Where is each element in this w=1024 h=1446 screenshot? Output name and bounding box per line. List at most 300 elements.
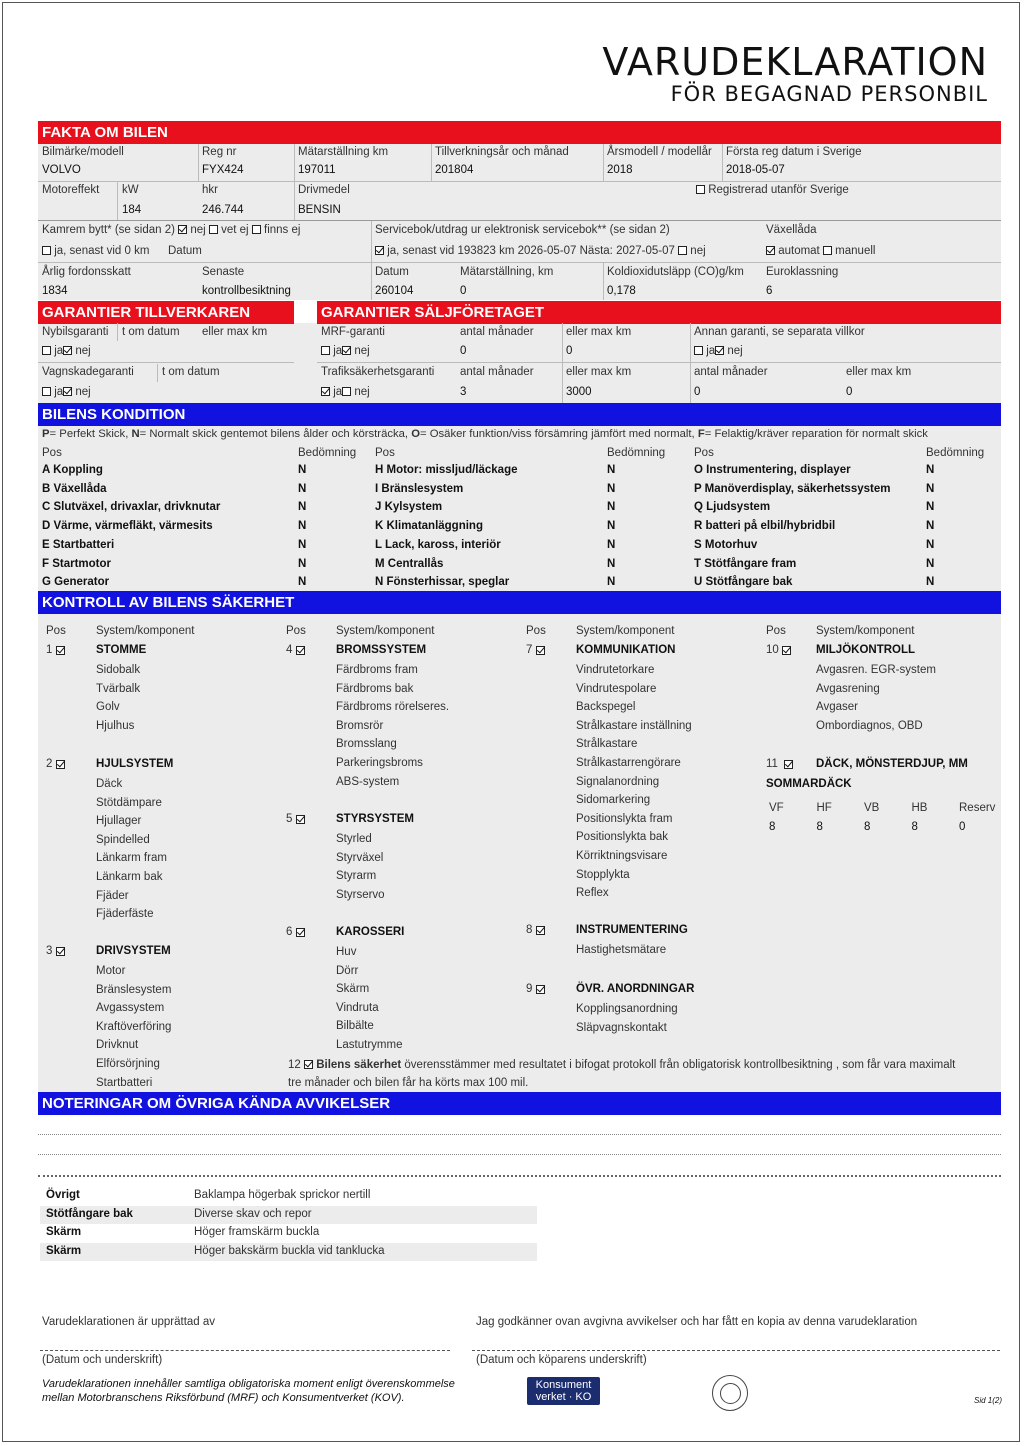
- kamrem-row: [42, 224, 300, 236]
- group-title: STOMME: [96, 644, 147, 656]
- checkbox-checked[interactable]: [536, 985, 545, 994]
- kondition-item-value: N: [298, 482, 307, 495]
- label-ja: ja: [706, 345, 716, 357]
- component-item: Stötdämpare: [96, 796, 162, 809]
- section-header-noteringar: NOTERINGAR OM ÖVRIGA KÄNDA AVVIKELSER: [38, 1092, 1001, 1115]
- kondition-item-label: N Fönsterhissar, speglar: [375, 576, 510, 589]
- label-tillverkningsar: Tillverkningsår och månad: [435, 146, 569, 158]
- value-trafik-antal: 3: [460, 386, 467, 398]
- label-koldioxid: Koldioxidutsläpp (CO)g/km: [607, 266, 744, 278]
- label-kw: kW: [122, 184, 139, 196]
- checkbox-checked[interactable]: [536, 926, 545, 935]
- dotted-line: [38, 1154, 1001, 1155]
- group-title: KOMMUNIKATION: [576, 644, 676, 656]
- checkbox-checked[interactable]: [342, 346, 351, 355]
- kondition-item-value: N: [926, 482, 935, 495]
- footer-note-line1: Varudeklarationen innehåller samtliga obligatoriska moment enligt överenskommelse: [42, 1378, 455, 1390]
- label-eller-max-km: eller max km: [566, 326, 632, 338]
- kondition-item-label: H Motor: missljud/läckage: [375, 464, 518, 476]
- label-ja-senast: ja, senast vid 0 km: [54, 245, 150, 257]
- tyre-column-header: HB: [911, 802, 928, 814]
- label-euroklassning: Euroklassning: [766, 266, 839, 278]
- label-motoreffekt: Motoreffekt: [42, 184, 100, 196]
- component-item: Styrservo: [336, 888, 385, 901]
- kondition-item-label: T Stötfångare fram: [694, 557, 797, 570]
- note-key: Skärm: [46, 1226, 82, 1238]
- component-item: Golv: [96, 701, 120, 714]
- component-item: Avgaser: [816, 701, 858, 714]
- checkbox-checked[interactable]: [296, 646, 305, 655]
- label-system-komponent: System/komponent: [576, 625, 675, 637]
- checkbox-unchecked[interactable]: [342, 387, 351, 396]
- component-item: Positionslykta fram: [576, 812, 673, 825]
- checkbox-checked[interactable]: [782, 646, 791, 655]
- component-item: Lastutrymme: [336, 1039, 403, 1051]
- label-pos: Pos: [46, 625, 66, 637]
- kondition-item-value: N: [298, 538, 307, 551]
- checkbox-unchecked[interactable]: [694, 346, 703, 355]
- kondition-item-value: N: [926, 464, 935, 476]
- value-servicebok: ja, senast vid 193823 km 2026-05-07 Nästa: 2027-05-07: [387, 245, 675, 257]
- component-item: Länkarm bak: [96, 871, 163, 883]
- checkbox-unchecked[interactable]: [678, 246, 687, 255]
- checkbox-checked[interactable]: [715, 346, 724, 355]
- divider: [157, 364, 158, 382]
- component-item: Körriktningsvisare: [576, 850, 668, 862]
- pos-number: 5: [286, 813, 293, 825]
- tyre-column-header: HF: [816, 802, 832, 814]
- label-bedomning: Bedömning: [298, 447, 357, 459]
- label-matarstallning: Mätarställning km: [298, 146, 389, 158]
- label-pos: Pos: [42, 447, 62, 459]
- note-key: Övrigt: [46, 1189, 80, 1201]
- kondition-item-value: N: [298, 520, 307, 533]
- value-forsta-reg: 2018-05-07: [726, 164, 785, 176]
- label-antal-manader: antal månader: [460, 326, 534, 338]
- value-koldioxid: 0,178: [607, 285, 636, 297]
- divider: [690, 323, 691, 403]
- group-title: HJULSYSTEM: [96, 758, 174, 770]
- component-item: Hjullager: [96, 815, 142, 828]
- group-title: ÖVR. ANORDNINGAR: [576, 983, 695, 995]
- checkbox-checked[interactable]: [536, 646, 545, 655]
- label-arsmodell: Årsmodell / modellår: [607, 146, 712, 158]
- note-key: Stötfångare bak: [46, 1207, 133, 1220]
- value-bilmarke: VOLVO: [42, 164, 81, 176]
- kondition-item-value: N: [607, 464, 616, 476]
- label-system-komponent: System/komponent: [816, 625, 915, 637]
- component-item: Avgasren. EGR-system: [816, 664, 936, 676]
- component-item: Bränslesystem: [96, 983, 172, 996]
- label-pos: Pos: [375, 447, 395, 459]
- kondition-item-label: I Bränslesystem: [375, 482, 464, 495]
- component-item: Avgassystem: [96, 1002, 165, 1015]
- tyre-tread-value: 8: [911, 821, 918, 833]
- label-nej: nej: [190, 224, 206, 236]
- kondition-item-value: N: [298, 464, 307, 476]
- checkbox-checked[interactable]: [63, 387, 72, 396]
- pos-number: 9: [526, 983, 533, 995]
- component-item: Strålkastare: [576, 738, 638, 751]
- component-item: Spindelled: [96, 833, 150, 846]
- component-item: Färdbroms fram: [336, 664, 418, 676]
- kondition-item-value: N: [607, 520, 616, 533]
- component-item: Dörr: [336, 964, 359, 977]
- label-automat: automat: [778, 245, 820, 257]
- component-item: Skärm: [336, 983, 370, 996]
- kondition-item-label: S Motorhuv: [694, 538, 758, 551]
- label-nej: nej: [75, 386, 91, 398]
- value-mrf-km: 0: [566, 345, 573, 357]
- kondition-legend: [42, 428, 928, 440]
- value-matarstallning-besiktning: 0: [460, 285, 467, 297]
- checkbox-checked[interactable]: [296, 928, 305, 937]
- section-header-garantier-saljforetaget: GARANTIER SÄLJFÖRETAGET: [317, 301, 1001, 324]
- label-antal-manader: antal månader: [460, 366, 534, 378]
- signature-line[interactable]: [40, 1350, 450, 1351]
- component-item: Avgasrening: [816, 682, 880, 695]
- group-title: BROMSSYSTEM: [336, 644, 427, 656]
- checkbox-unchecked[interactable]: [42, 346, 51, 355]
- label-matarstallning-besiktning: Mätarställning, km: [460, 266, 554, 278]
- component-item: Färdbroms bak: [336, 682, 414, 695]
- kamrem-senast-row: [42, 245, 149, 257]
- value-kw: 184: [122, 204, 142, 216]
- kondition-item-value: N: [298, 576, 307, 589]
- legend-key: P: [42, 428, 50, 440]
- kondition-item-value: N: [926, 520, 935, 533]
- pos-number: 1: [46, 644, 53, 656]
- value-matarstallning: 197011: [298, 164, 336, 176]
- tyre-tread-value: 0: [959, 821, 966, 833]
- component-item: Signalanordning: [576, 775, 660, 788]
- component-item: ABS-system: [336, 775, 400, 788]
- bilens-sakerhet-text: överensstämmer med resultatet i bifogat protokoll från obligatorisk kontrollbesiktning , som får vara maximalt: [401, 1059, 956, 1071]
- component-item: Kraftöverföring: [96, 1020, 172, 1033]
- component-item: Släpvagnskontakt: [576, 1021, 667, 1034]
- registrerad-utanfor-label: Registrerad utanför Sverige: [708, 184, 849, 196]
- divider: [431, 144, 432, 181]
- legend-text: = Felaktig/kräver reparation för normalt skick: [704, 428, 928, 440]
- tyre-column-header: Reserv: [959, 802, 996, 814]
- konsumentverket-logo: [527, 1377, 600, 1405]
- kondition-item-label: K Klimatanläggning: [375, 520, 483, 533]
- label-bedomning: Bedömning: [607, 447, 666, 459]
- label-datum: Datum: [168, 245, 202, 257]
- pos-number: 12: [288, 1059, 301, 1071]
- legend-text: = Normalt skick gentemot bilens ålder och körsträcka,: [139, 428, 412, 440]
- trafik-options: [321, 386, 370, 398]
- kondition-item-label: M Centrallås: [375, 557, 444, 570]
- label-mrf-garanti: MRF-garanti: [321, 326, 385, 338]
- divider: [38, 220, 1001, 221]
- divider: [603, 263, 604, 300]
- label-hkr: hkr: [202, 184, 218, 196]
- checkbox-checked[interactable]: [178, 225, 187, 234]
- label-nej: nej: [690, 245, 706, 257]
- label-senaste: Senaste: [202, 266, 245, 278]
- group-title: DÄCK, MÖNSTERDJUP, MM: [816, 758, 968, 770]
- value-regnr: FYX424: [202, 164, 244, 176]
- note-value: Diverse skav och repor: [194, 1207, 312, 1220]
- label-bilmarke: Bilmärke/modell: [42, 146, 124, 158]
- kondition-item-label: G Generator: [42, 576, 110, 589]
- value-arsmodell: 2018: [607, 164, 633, 176]
- label-pos: Pos: [526, 625, 546, 637]
- component-item: Tvärbalk: [96, 682, 141, 695]
- component-item: Hastighetsmätare: [576, 944, 667, 956]
- label-vaxellada: Växellåda: [766, 224, 817, 236]
- kondition-item-label: B Växellåda: [42, 482, 107, 495]
- divider: [38, 362, 294, 363]
- kondition-item-label: L Lack, kaross, interiör: [375, 538, 501, 551]
- label-nej: nej: [354, 386, 370, 398]
- label-drivmedel: Drivmedel: [298, 184, 350, 196]
- checkbox-checked[interactable]: [296, 815, 305, 824]
- checkbox-unchecked[interactable]: [696, 185, 705, 194]
- label-nej: nej: [75, 345, 91, 357]
- checkbox-checked[interactable]: [63, 346, 72, 355]
- kondition-item-value: N: [607, 482, 616, 495]
- label-system-komponent: System/komponent: [336, 625, 435, 637]
- nybilsgaranti-options: [42, 345, 91, 357]
- component-item: Fjäder: [96, 889, 129, 902]
- label-eller-max-km: eller max km: [566, 366, 632, 378]
- mrf-options: [321, 345, 370, 357]
- label-regnr: Reg nr: [202, 146, 237, 158]
- component-item: Däck: [96, 778, 123, 790]
- bilens-sakerhet-text2: tre månader och bilen får ha körts max 100 mil.: [288, 1077, 529, 1089]
- note-key: Skärm: [46, 1244, 82, 1257]
- kondition-item-label: J Kylsystem: [375, 501, 443, 514]
- note-value: Baklampa högerbak sprickor nertill: [194, 1189, 371, 1201]
- note-value: Höger framskärm buckla: [194, 1226, 320, 1238]
- label-vagnskadegaranti: Vagnskadegaranti: [42, 366, 134, 378]
- kondition-item-label: E Startbatteri: [42, 538, 115, 551]
- component-item: Kopplingsanordning: [576, 1003, 678, 1015]
- component-item: Vindrutespolare: [576, 682, 657, 695]
- component-item: Sidobalk: [96, 664, 141, 676]
- pos-number: 7: [526, 644, 533, 656]
- kondition-item-value: N: [607, 501, 616, 514]
- checkbox-checked[interactable]: [321, 387, 330, 396]
- group-subtitle: SOMMARDÄCK: [766, 778, 852, 790]
- value-drivmedel: BENSIN: [298, 204, 341, 216]
- group-title: MILJÖKONTROLL: [816, 644, 916, 656]
- component-item: Huv: [336, 946, 357, 958]
- label-pos: Pos: [766, 625, 786, 637]
- section-header-kontroll: KONTROLL AV BILENS SÄKERHET: [38, 591, 1001, 614]
- component-item: Bromsrör: [336, 719, 384, 732]
- tyre-tread-value: 8: [864, 821, 871, 833]
- footer-note-line2: mellan Motorbranschens Riksförbund (MRF) och Konsumentverket (KOV).: [42, 1392, 405, 1404]
- value-fordonsskatt: 1834: [42, 285, 68, 297]
- component-item: Strålkastarrengörare: [576, 757, 681, 769]
- divider: [371, 221, 372, 300]
- section-header-kondition: BILENS KONDITION: [38, 403, 1001, 426]
- label-pos: Pos: [286, 625, 306, 637]
- checkbox-unchecked[interactable]: [823, 246, 832, 255]
- label-nej: nej: [727, 345, 743, 357]
- logo-text: Konsument: [535, 1379, 592, 1391]
- label-nybilsgaranti: Nybilsgaranti: [42, 326, 109, 338]
- section-header-garantier-tillverkaren: GARANTIER TILLVERKAREN: [38, 301, 294, 324]
- document-title: VARUDEKLARATION: [602, 40, 988, 84]
- legend-key: N: [131, 428, 140, 440]
- checkbox-checked[interactable]: [304, 1060, 313, 1069]
- label-ja: ja: [333, 345, 343, 357]
- label-trafiksakerhetsgaranti: Trafiksäkerhetsgaranti: [321, 366, 435, 378]
- divider: [117, 323, 118, 341]
- vaxellada-row: [766, 245, 875, 257]
- component-item: Strålkastare inställning: [576, 719, 692, 732]
- pos-number: 10: [766, 644, 779, 656]
- value-mrf-antal: 0: [460, 345, 467, 357]
- signature-label-right: (Datum och köparens underskrift): [476, 1354, 647, 1366]
- component-item: Bilbälte: [336, 1020, 374, 1033]
- pos-number: 2: [46, 758, 53, 770]
- divider: [38, 181, 1001, 182]
- component-item: Vindruta: [336, 1001, 379, 1014]
- kondition-item-label: D Värme, värmefläkt, värmesits: [42, 520, 213, 533]
- label-tom-datum: t om datum: [122, 326, 180, 338]
- label-tom-datum: t om datum: [162, 366, 220, 378]
- checkbox-unchecked[interactable]: [252, 225, 261, 234]
- pos-number: 8: [526, 924, 533, 936]
- component-item: Hjulhus: [96, 719, 135, 732]
- label-annan-garanti: Annan garanti, se separata villkor: [694, 326, 865, 338]
- dotted-line: [38, 1134, 1001, 1135]
- label-ja: ja: [54, 345, 64, 357]
- value-annan-km: 0: [846, 386, 853, 398]
- value-annan-antal: 0: [694, 386, 701, 398]
- divider: [603, 144, 604, 181]
- component-item: Stopplykta: [576, 868, 630, 881]
- pos-number: 4: [286, 644, 293, 656]
- tyre-tread-value: 8: [769, 821, 776, 833]
- mrf-seal-icon: [712, 1375, 748, 1411]
- legend-key: F: [697, 428, 705, 440]
- tyre-tread-value: 8: [816, 821, 823, 833]
- kondition-item-label: F Startmotor: [42, 557, 111, 570]
- component-item: Styrväxel: [336, 851, 384, 864]
- component-item: Positionslykta bak: [576, 831, 669, 844]
- kondition-item-label: C Slutväxel, drivaxlar, drivknutar: [42, 501, 221, 514]
- label-kamrem: Kamrem bytt* (se sidan 2): [42, 224, 175, 236]
- label-ja: ja: [333, 386, 343, 398]
- kondition-item-value: N: [926, 501, 935, 514]
- page-number: Sid 1(2): [974, 1396, 1003, 1405]
- checkbox-checked[interactable]: [56, 646, 65, 655]
- component-item: Länkarm fram: [96, 852, 167, 865]
- pos-number: 3: [46, 945, 53, 957]
- component-item: Ombordiagnos, OBD: [816, 719, 923, 732]
- kondition-item-value: N: [926, 538, 935, 551]
- kondition-item-value: N: [607, 557, 616, 570]
- label-finns-ej: finns ej: [264, 224, 301, 236]
- component-item: Styrarm: [336, 870, 377, 883]
- logo-text: verket · KO: [535, 1391, 592, 1403]
- label-system-komponent: System/komponent: [96, 625, 195, 637]
- checkbox-unchecked[interactable]: [209, 225, 218, 234]
- value-trafik-km: 3000: [566, 386, 592, 398]
- kondition-item-value: N: [298, 557, 307, 570]
- component-item: Drivknut: [96, 1039, 139, 1052]
- pos-number: 11: [766, 758, 778, 770]
- label-nej: nej: [354, 345, 370, 357]
- checkbox-checked[interactable]: [56, 947, 65, 956]
- checkbox-checked[interactable]: [375, 246, 384, 255]
- kondition-item-label: A Koppling: [42, 464, 103, 476]
- component-item: Färdbroms rörelseres.: [336, 701, 450, 714]
- kondition-item-value: N: [607, 576, 616, 589]
- label-antal-manader: antal månader: [694, 366, 768, 378]
- checkbox-unchecked[interactable]: [321, 346, 330, 355]
- checkbox-checked[interactable]: [784, 760, 793, 769]
- label-pos: Pos: [694, 447, 714, 459]
- component-item: Motor: [96, 965, 126, 977]
- divider: [198, 144, 199, 181]
- servicebok-row: [375, 245, 706, 257]
- bilens-sakerhet-row: [288, 1059, 955, 1071]
- document-subtitle: FÖR BEGAGNAD PERSONBIL: [670, 82, 988, 106]
- label-datum-besiktning: Datum: [375, 266, 409, 278]
- component-item: Bromsslang: [336, 738, 397, 751]
- kondition-item-value: N: [298, 501, 307, 514]
- kondition-item-value: N: [926, 557, 935, 570]
- kondition-item-value: N: [607, 538, 616, 551]
- component-item: Reflex: [576, 887, 609, 900]
- tyre-column-header: VF: [769, 802, 784, 814]
- group-title: DRIVSYSTEM: [96, 945, 171, 957]
- value-datum-besiktning: 260104: [375, 285, 414, 297]
- section-header-fakta: FAKTA OM BILEN: [38, 121, 1001, 144]
- component-item: Parkeringsbroms: [336, 757, 423, 769]
- value-hkr: 246.744: [202, 204, 244, 216]
- label-kontrollbesiktning: kontrollbesiktning: [202, 285, 291, 297]
- divider: [294, 144, 295, 220]
- kondition-item-label: U Stötfångare bak: [694, 576, 793, 589]
- kondition-item-value: N: [926, 576, 935, 589]
- note-value: Höger bakskärm buckla vid tanklucka: [194, 1244, 385, 1257]
- vagnskadegaranti-options: [42, 386, 91, 398]
- label-vet-ej: vet ej: [221, 224, 249, 236]
- registrerad-utanfor-option[interactable]: [696, 184, 849, 196]
- legend-text: = Perfekt Skick,: [49, 428, 132, 440]
- signature-line[interactable]: [472, 1350, 1000, 1351]
- value-tillverkningsar: 201804: [435, 164, 474, 176]
- component-item: Elförsörjning: [96, 1058, 160, 1070]
- label-bedomning: Bedömning: [926, 447, 985, 459]
- dotted-line: [38, 1175, 1001, 1177]
- checkbox-unchecked[interactable]: [42, 387, 51, 396]
- component-item: Fjäderfäste: [96, 908, 154, 921]
- annan-options: [694, 345, 743, 357]
- divider: [562, 323, 563, 403]
- footer-upprattad-av: Varudeklarationen är upprättad av: [42, 1316, 216, 1328]
- signature-label-left: (Datum och underskrift): [42, 1354, 163, 1366]
- bilens-sakerhet-label: Bilens säkerhet: [316, 1059, 402, 1071]
- label-eller-max-km: eller max km: [846, 366, 912, 378]
- checkbox-unchecked[interactable]: [42, 246, 51, 255]
- checkbox-checked[interactable]: [766, 246, 775, 255]
- group-title: INSTRUMENTERING: [576, 924, 688, 936]
- group-title: STYRSYSTEM: [336, 813, 414, 825]
- kondition-item-label: P Manöverdisplay, säkerhetssystem: [694, 482, 891, 495]
- group-title: KAROSSERI: [336, 926, 405, 938]
- checkbox-checked[interactable]: [56, 760, 65, 769]
- legend-text: = Osäker funktion/viss försämring jämfört med normalt,: [420, 428, 698, 440]
